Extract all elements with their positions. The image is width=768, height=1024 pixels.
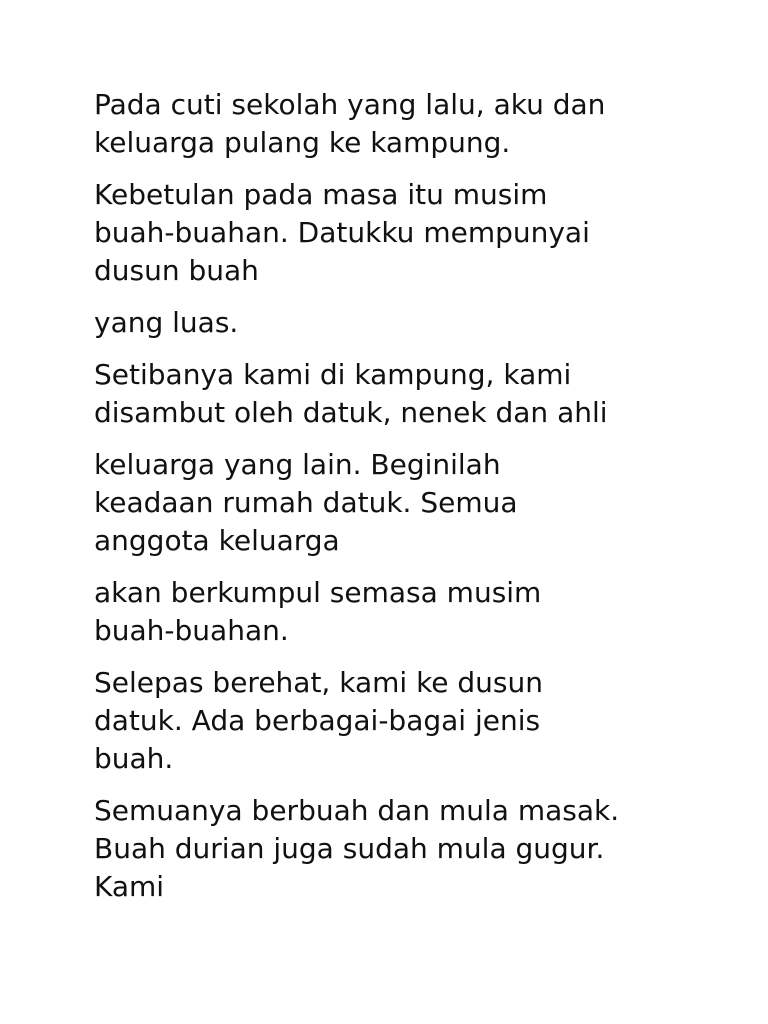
text-line: Pada cuti sekolah yang lalu, aku dan — [94, 88, 606, 121]
text-line: Selepas berehat, kami ke dusun — [94, 666, 544, 699]
text-line: buah-buahan. Datukku mempunyai — [94, 216, 590, 249]
text-line: akan berkumpul semasa musim — [94, 576, 542, 609]
text-line: dusun buah — [94, 254, 259, 287]
text-line: keluarga pulang ke kampung. — [94, 126, 511, 159]
document-page — [94, 86, 704, 920]
paragraph-5 — [94, 446, 704, 560]
text-line: keadaan rumah datuk. Semua — [94, 486, 518, 519]
text-line: keluarga yang lain. Beginilah — [94, 448, 501, 481]
paragraph-3 — [94, 304, 704, 342]
text-line: datuk. Ada berbagai-bagai jenis — [94, 704, 541, 737]
text-line: Setibanya kami di kampung, kami — [94, 358, 572, 391]
paragraph-7 — [94, 664, 704, 778]
paragraph-6 — [94, 574, 704, 650]
paragraph-8 — [94, 792, 704, 906]
text-line: anggota keluarga — [94, 524, 340, 557]
paragraph-4 — [94, 356, 704, 432]
text-line: buah-buahan. — [94, 614, 289, 647]
text-line: Buah durian juga sudah mula gugur. — [94, 832, 605, 865]
text-line: disambut oleh datuk, nenek dan ahli — [94, 396, 608, 429]
paragraph-1 — [94, 86, 704, 162]
text-line: Kebetulan pada masa itu musim — [94, 178, 548, 211]
text-line: buah. — [94, 742, 174, 775]
text-line: Semuanya berbuah dan mula masak. — [94, 794, 620, 827]
text-line: yang luas. — [94, 306, 239, 339]
text-line: Kami — [94, 870, 165, 903]
paragraph-2 — [94, 176, 704, 290]
